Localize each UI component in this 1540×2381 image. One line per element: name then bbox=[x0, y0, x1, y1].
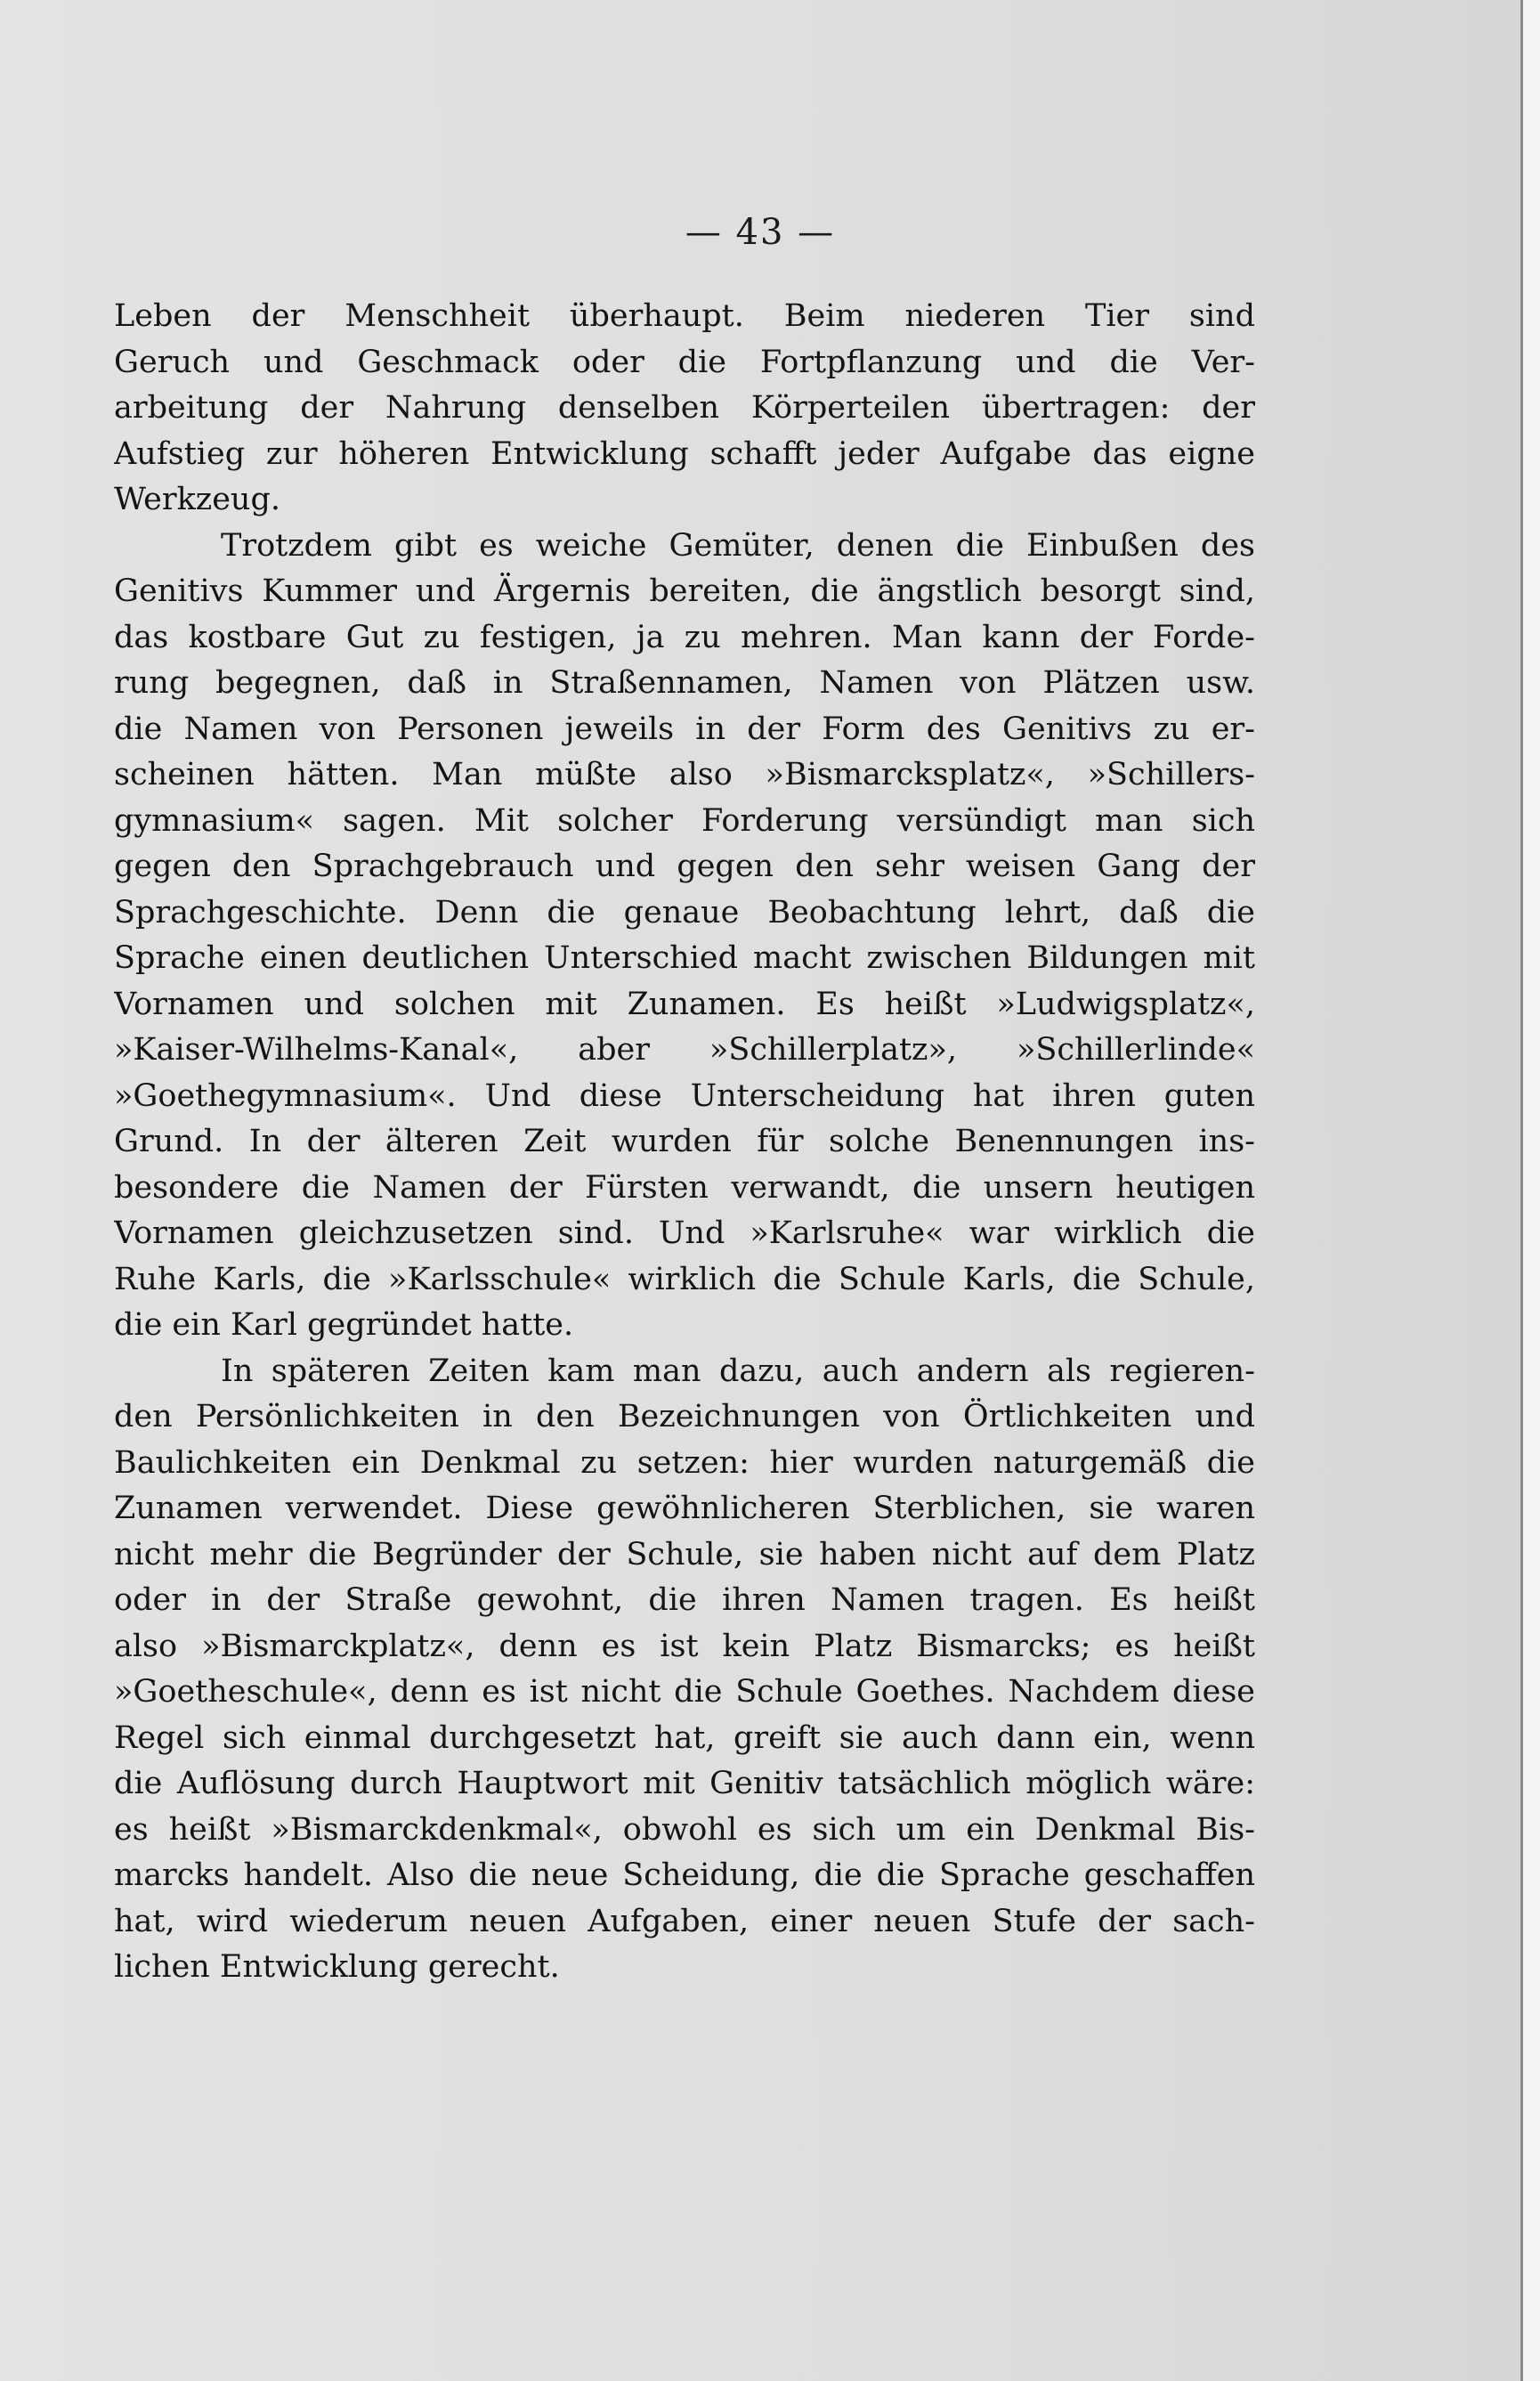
text-line: Grund. In der älteren Zeit wurden für solche Benennungen ins- bbox=[114, 1124, 1255, 1159]
text-line: lichen Entwicklung gerecht. bbox=[114, 1949, 560, 1985]
text-line: marcks handelt. Also die neue Scheidung, die die Sprache geschaffen bbox=[114, 1857, 1255, 1893]
text-line: Werkzeug. bbox=[114, 482, 280, 517]
text-line: Baulichkeiten ein Denkmal zu setzen: hier wurden naturgemäß die bbox=[114, 1444, 1255, 1481]
page-number: — 43 — bbox=[685, 212, 836, 253]
text-line: Trotzdem gibt es weiche Gemüter, denen die Einbußen des bbox=[221, 527, 1255, 564]
page-edge-background bbox=[1523, 0, 1540, 2381]
body-text bbox=[114, 294, 1255, 1991]
text-line: Ruhe Karls, die »Karlsschule« wirklich die Schule Karls, die Schule, bbox=[114, 1261, 1255, 1297]
text-line: die ein Karl gegründet hatte. bbox=[114, 1307, 574, 1343]
text-line: das kostbare Gut zu festigen, ja zu mehren. Man kann der Forde- bbox=[114, 619, 1255, 655]
text-line: die Auflösung durch Hauptwort mit Genitiv tatsächlich möglich wäre: bbox=[114, 1766, 1255, 1801]
text-line: Leben der Menschheit überhaupt. Beim niederen Tier sind bbox=[114, 298, 1255, 334]
text-line: es heißt »Bismarckdenkmal«, obwohl es sich um ein Denkmal Bis- bbox=[114, 1811, 1255, 1848]
text-line: scheinen hätten. Man müßte also »Bismarcksplatz«, »Schillers- bbox=[114, 757, 1255, 792]
text-line: Geruch und Geschmack oder die Fortpflanzung und die Ver- bbox=[114, 344, 1255, 380]
text-line: oder in der Straße gewohnt, die ihren Namen tragen. Es heißt bbox=[114, 1582, 1255, 1618]
text-line: die Namen von Personen jeweils in der Form des Genitivs zu er- bbox=[114, 711, 1255, 747]
text-line: In späteren Zeiten kam man dazu, auch andern als regieren- bbox=[221, 1353, 1255, 1389]
text-line: nicht mehr die Begründer der Schule, sie haben nicht auf dem Platz bbox=[114, 1536, 1255, 1572]
paragraph-2 bbox=[114, 524, 1255, 1349]
text-line: Sprachgeschichte. Denn die genaue Beobachtung lehrt, daß die bbox=[114, 894, 1255, 930]
text-line: Vornamen gleichzusetzen sind. Und »Karlsruhe« war wirklich die bbox=[114, 1215, 1255, 1251]
paragraph-1 bbox=[114, 294, 1255, 524]
text-line: »Goethegymnasium«. Und diese Unterscheidung hat ihren guten bbox=[114, 1077, 1255, 1114]
text-line: Vornamen und solchen mit Zunamen. Es heißt »Ludwigsplatz«, bbox=[114, 986, 1255, 1022]
text-line: »Goetheschule«, denn es ist nicht die Schule Goethes. Nachdem diese bbox=[114, 1674, 1255, 1710]
text-line: gymnasium« sagen. Mit solcher Forderung versündigt man sich bbox=[114, 802, 1255, 839]
text-line: Genitivs Kummer und Ärgernis bereiten, die ängstlich besorgt sind, bbox=[114, 573, 1255, 609]
text-line: Aufstieg zur höheren Entwicklung schafft jeder Aufgabe das eigne bbox=[114, 435, 1255, 472]
paragraph-3 bbox=[114, 1349, 1255, 1991]
text-line: den Persönlichkeiten in den Bezeichnungen von Örtlichkeiten und bbox=[114, 1399, 1255, 1434]
text-line: Sprache einen deutlichen Unterschied macht zwischen Bildungen mit bbox=[114, 940, 1255, 976]
text-line: also »Bismarckplatz«, denn es ist kein Platz Bismarcks; es heißt bbox=[114, 1628, 1255, 1664]
text-line: arbeitung der Nahrung denselben Körperteilen übertragen: der bbox=[114, 390, 1255, 426]
text-line: besondere die Namen der Fürsten verwandt, die unsern heutigen bbox=[114, 1169, 1255, 1206]
text-line: gegen den Sprachgebrauch und gegen den sehr weisen Gang der bbox=[114, 849, 1255, 884]
text-line: »Kaiser-Wilhelms-Kanal«, aber »Schillerplatz», »Schillerlinde« bbox=[114, 1032, 1255, 1068]
text-line: hat, wird wiederum neuen Aufgaben, einer neuen Stufe der sach- bbox=[114, 1903, 1255, 1939]
text-line: Regel sich einmal durchgesetzt hat, greift sie auch dann ein, wenn bbox=[114, 1719, 1255, 1756]
text-line: rung begegnen, daß in Straßennamen, Namen von Plätzen usw. bbox=[114, 665, 1255, 701]
text-line: Zunamen verwendet. Diese gewöhnlicheren Sterblichen, sie waren bbox=[114, 1491, 1255, 1526]
